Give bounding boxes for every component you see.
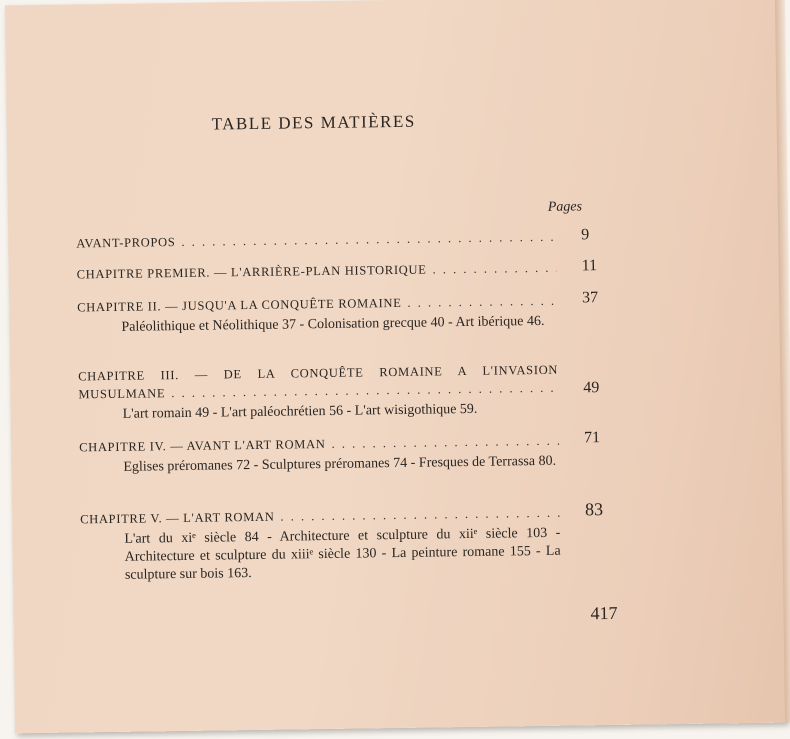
dot-leader bbox=[432, 261, 556, 278]
toc-entry-page: 49 bbox=[583, 379, 600, 397]
toc-entry-subsections: L'art du xiᵉ siècle 84 - Architecture et sculpture du xiiᵉ siècle 103 - Architecture et sculpture du xiiiᵉ siècle 130 - La peinture romane 155 - La sculpture sur bois 163. bbox=[124, 525, 561, 583]
toc-entry-label: CHAPITRE PREMIER. — L'ARRIÈRE-PLAN HISTORIQUE bbox=[76, 262, 427, 282]
toc-entry-page: 71 bbox=[583, 429, 601, 447]
toc-entry-label: CHAPITRE III. — DE LA CONQUÊTE ROMAINE A L'INVASION bbox=[78, 362, 559, 384]
toc-entry-label: CHAPITRE IV. — AVANT L'ART ROMAN bbox=[79, 436, 326, 455]
dot-leader bbox=[331, 434, 559, 452]
toc-entry-avant-propos bbox=[76, 226, 616, 252]
dot-leader bbox=[171, 381, 558, 401]
toc-entry-subsections: L'art romain 49 - L'art paléochrétien 56 - L'art wisigothique 59. bbox=[122, 401, 478, 422]
toc-entry-label-continued: MUSULMANE bbox=[78, 386, 166, 402]
toc-entry-chapitre-premier bbox=[76, 257, 617, 283]
pages-column-header: Pages bbox=[547, 199, 583, 215]
toc-entry-chapitre-5 bbox=[80, 499, 621, 586]
toc-entry-chapitre-3 bbox=[78, 362, 619, 425]
book-page bbox=[5, 0, 787, 733]
page-title: TABLE DES MATIÈRES bbox=[211, 111, 416, 134]
toc-entry-page: 9 bbox=[581, 226, 590, 244]
toc-entry-subsections: Paléolithique et Néolithique 37 - Colonisation grecque 40 - Art ibérique 46. bbox=[121, 313, 545, 335]
toc-entry-subsections: Eglises préromanes 72 - Sculptures préromanes 74 - Fresques de Terrassa 80. bbox=[123, 453, 557, 475]
toc-entry-chapitre-2 bbox=[77, 289, 617, 338]
toc-entry-label: CHAPITRE V. — L'ART ROMAN bbox=[80, 509, 275, 527]
toc-entry-chapitre-4 bbox=[79, 429, 619, 478]
dot-leader bbox=[407, 294, 557, 311]
toc-entry-label: AVANT-PROPOS bbox=[76, 235, 176, 251]
toc-entry-page: 83 bbox=[584, 499, 604, 520]
dot-leader bbox=[280, 506, 560, 525]
toc-entry-page: 37 bbox=[581, 289, 599, 307]
toc-entry-label: CHAPITRE II. — JUSQU'A LA CONQUÊTE ROMAINE bbox=[77, 295, 402, 315]
dot-leader bbox=[181, 230, 556, 250]
page-number: 417 bbox=[590, 602, 618, 624]
toc-entry-page: 11 bbox=[581, 257, 598, 275]
